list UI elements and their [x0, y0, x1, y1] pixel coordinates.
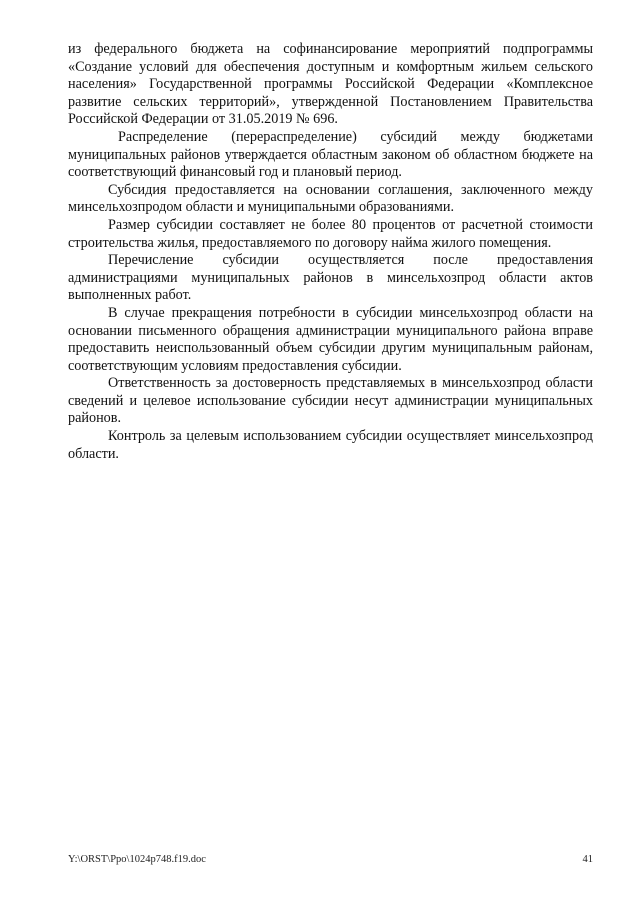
- paragraph-continuation: из федерального бюджета на софинансирование мероприятий подпрограммы «Создание условий для обеспечения доступным и комфортным жильем сельского населения» Государственной программы Российской Федерации «Комплексное развитие сельских территорий», утвержденной Постановлением Правительства Российской Федерации от 31.05.2019 № 696.: [68, 41, 593, 128]
- paragraph-subsidy-size: Размер субсидии составляет не более 80 процентов от расчетной стоимости строительства жилья, предоставляемого по договору найма жилого помещения.: [68, 216, 593, 251]
- paragraph-reallocation: В случае прекращения потребности в субсидии минсельхозпрод области на основании письменного обращения администрации муниципального района вправе предоставить неиспользованный объем субсидии другим муниципальным районам, соответствующим условиям предоставления субсидии.: [68, 304, 593, 374]
- footer-page-number: 41: [582, 854, 593, 865]
- paragraph-control: Контроль за целевым использованием субсидии осуществляет минсельхозпрод области.: [68, 428, 593, 462]
- paragraph-responsibility: Ответственность за достоверность представляемых в минсельхозпрод области сведений и целевое использование субсидии несут администрации муниципальных районов.: [68, 375, 593, 427]
- footer-file-path: Y:\ORST\Ppo\1024p748.f19.doc: [68, 854, 206, 865]
- paragraph-distribution: Распределение (перераспределение) субсидий между бюджетами муниципальных районов утверждается областным законом об областном бюджете на соответствующий финансовый год и плановый период.: [68, 128, 593, 181]
- paragraph-transfer: Перечисление субсидии осуществляется после предоставления администрациями муниципальных районов в минсельхозпрод области актов выполненных работ.: [68, 252, 593, 304]
- document-body: [68, 41, 593, 463]
- paragraph-agreement: Субсидия предоставляется на основании соглашения, заключенного между минсельхозпродом области и муниципальными образованиями.: [68, 181, 593, 216]
